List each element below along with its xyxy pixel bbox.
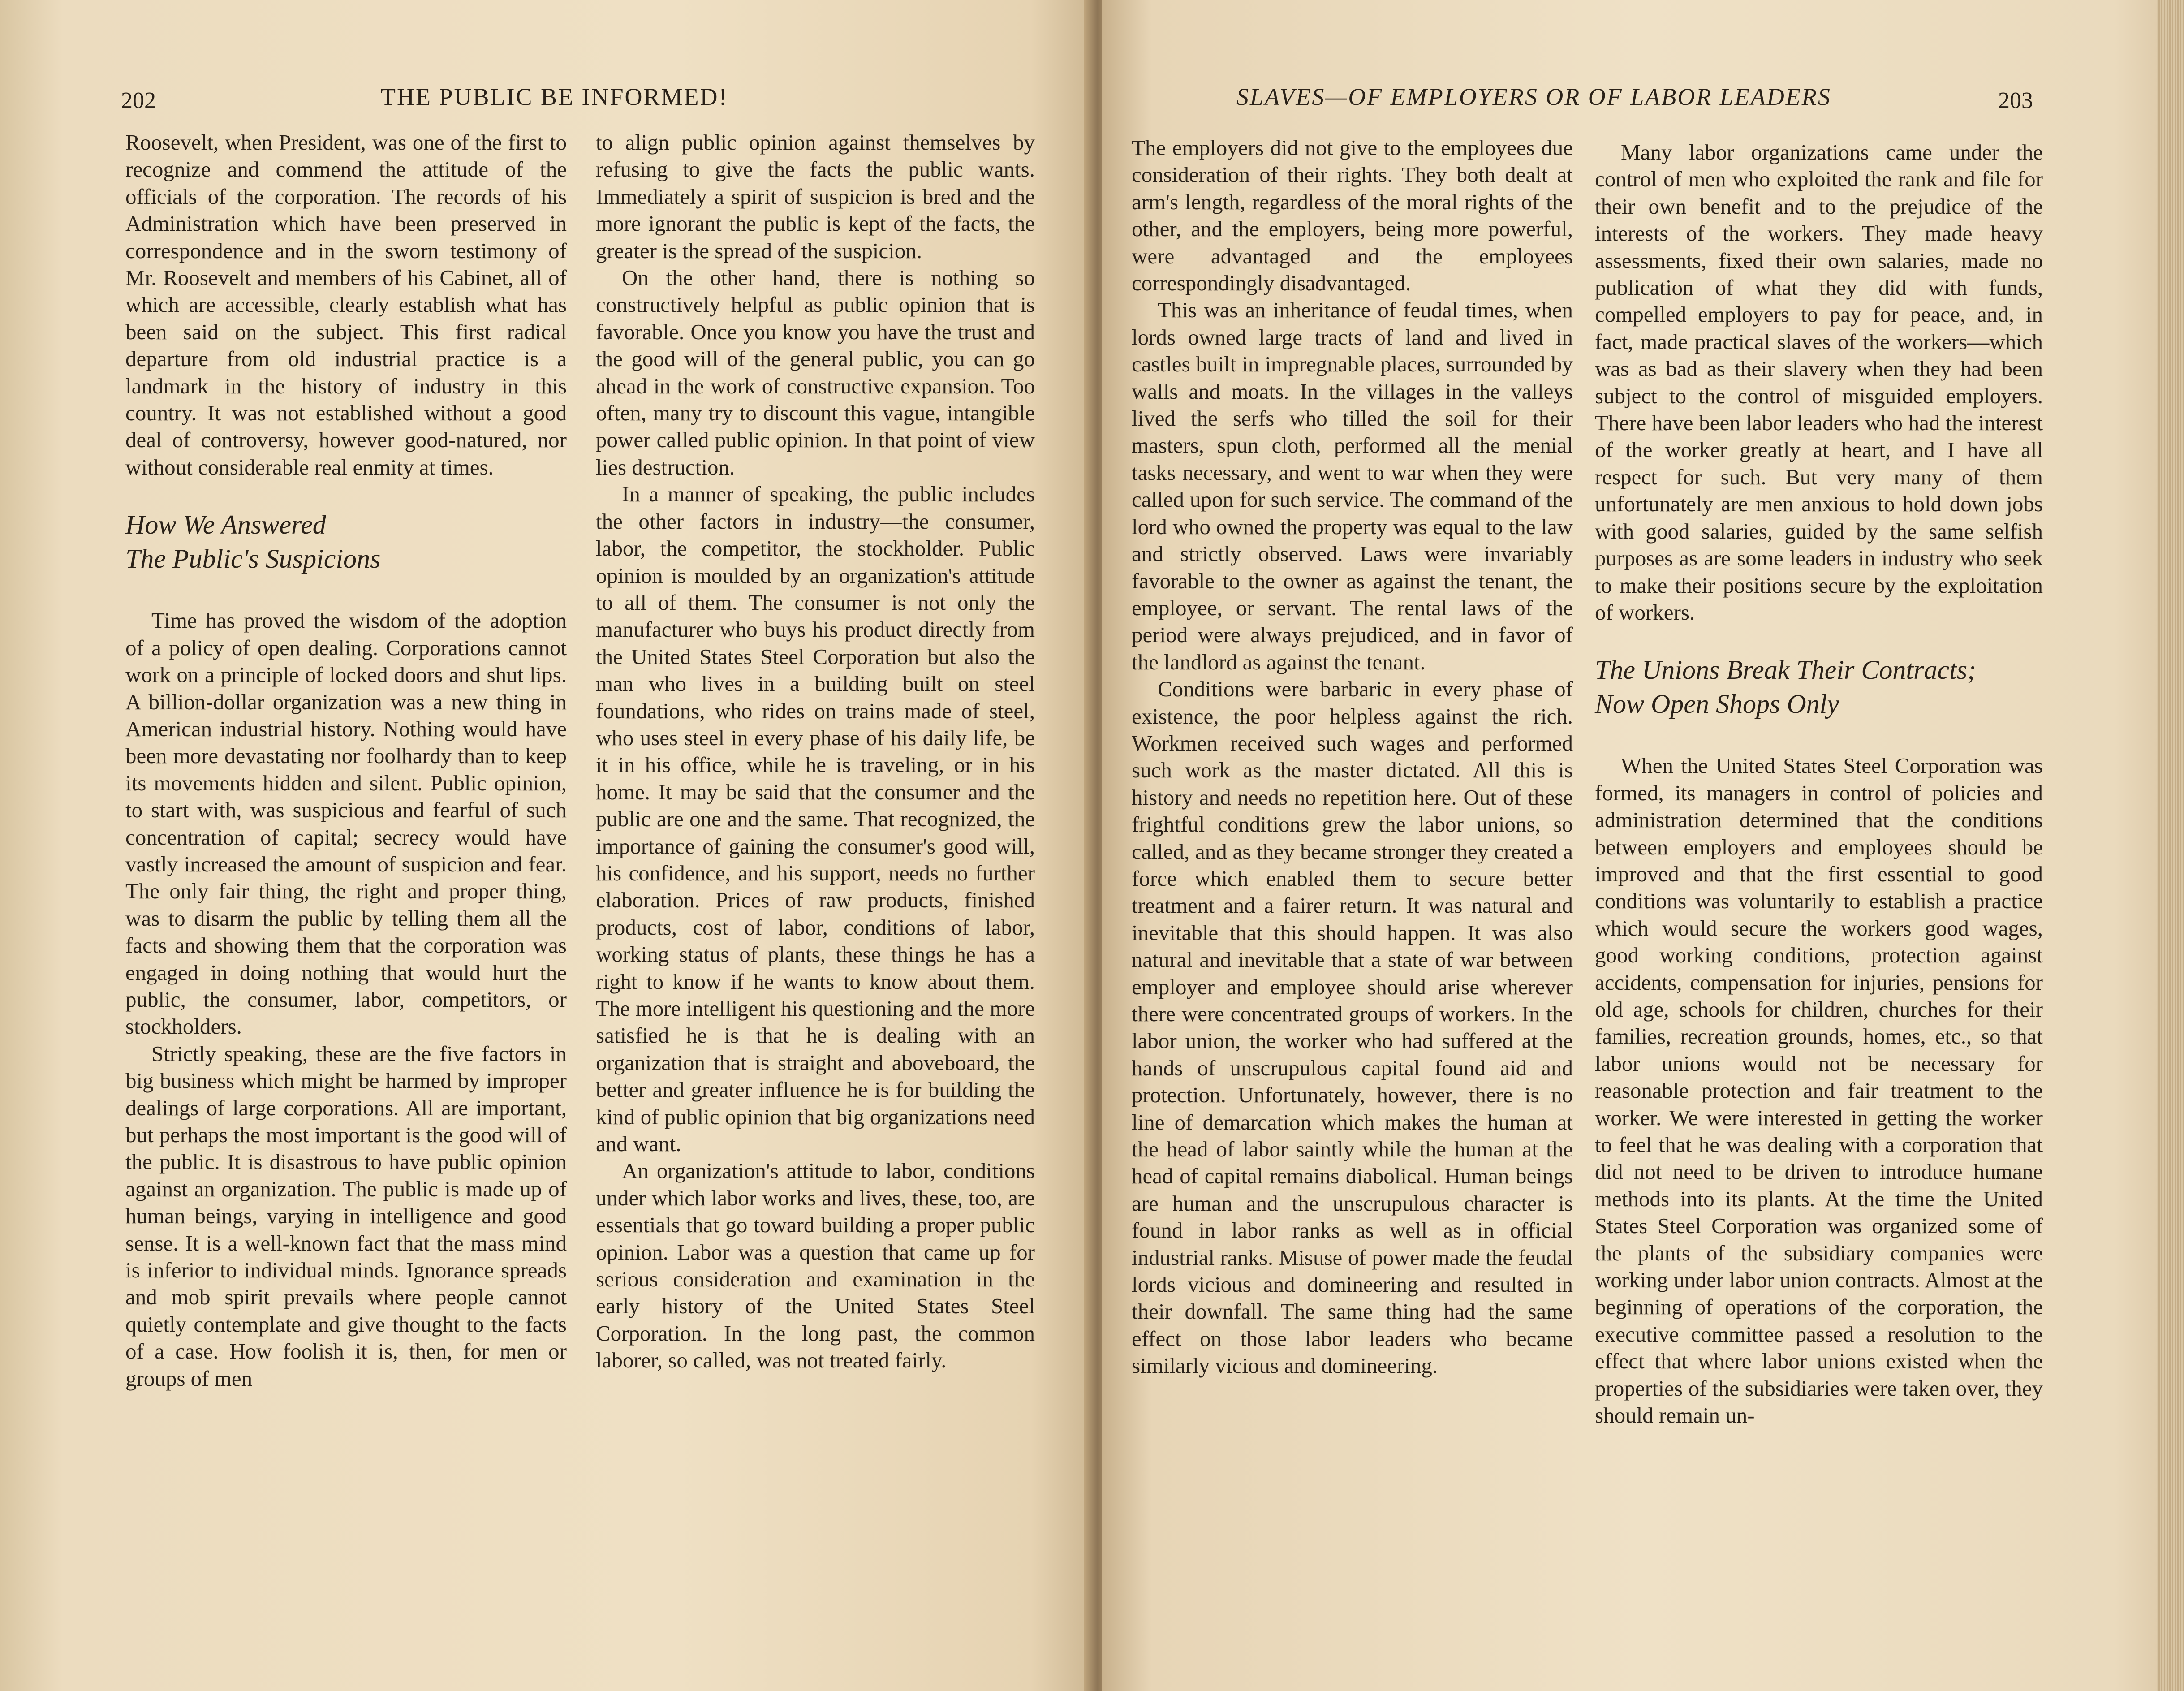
- subheading: [1595, 653, 2043, 721]
- subheading: [125, 508, 567, 576]
- page-edges: [2157, 0, 2184, 1691]
- subheading-line: The Public's Suspicions: [125, 544, 381, 574]
- left-page-column-1: [125, 129, 567, 1392]
- paragraph: When the United States Steel Corporation was formed, its managers in control of policies and administration determined that the conditions between employers and employees should be improved and that the first essential to good conditions was voluntarily to establish a practice which would secure the workers good wages, good working conditions, protection against accidents, compensation for injuries, pensions for old age, schools for children, churches for their families, recreation grounds, homes, etc., so that labor unions would not be necessary for reasonable protection and fair treatment to the worker. We were interested in getting the worker to feel that he was dealing with a corporation that did not need to be driven to introduce humane methods into its plants. At the time the United States Steel Corporation was organized some of the plants of the subsidiary companies were working under labor union contracts. Almost at the beginning of operations of the corporation, the executive committee passed a resolution to the effect that where labor unions existed when the properties of the subsidiaries were taken over, they should remain un-: [1595, 753, 2043, 1428]
- left-page-column-2: [596, 129, 1035, 1374]
- subheading-line: How We Answered: [125, 510, 326, 540]
- paragraph: On the other hand, there is nothing so constructively helpful as public opinion that is favorable. Once you know you have the trust and the good will of the general public, you can go ahead in the work of constructive expansion. Too often, many try to discount this vague, intangible power called public opinion. In that point of view lies destruction.: [596, 265, 1035, 479]
- right-page: [1102, 0, 2184, 1691]
- right-page-column-1: [1132, 134, 1573, 1380]
- page-number: 203: [1998, 88, 2033, 113]
- paragraph: An organization's attitude to labor, conditions under which labor works and lives, these, too, are essentials that go toward building a proper public opinion. Labor was a question that came up for serious consideration and examination in the early history of the United States Steel Corporation. In the long past, the common laborer, so called, was not treated fairly.: [596, 1158, 1035, 1373]
- paragraph: Many labor organizations came under the control of men who exploited the rank and file for their own benefit and to the prejudice of the interests of the workers. They made heavy assessments, fixed their own salaries, made no publication of what they did with funds, compelled employers to pay for peace, and, in fact, made practical slaves of the workers—which was as bad as their slavery when they had been subject to the control of misguided employers. There have been labor leaders who had the interest of the worker greatly at heart, and I have all respect for such. But very many of them unfortunately are men anxious to hold down jobs with good salaries, guided by the same selfish purposes as are some leaders in industry who seek to make their positions secure by the exploitation of workers.: [1595, 140, 2043, 625]
- paragraph: to align public opinion against themselves by refusing to give the facts the public wants. Immediately a spirit of suspicion is bred and the more ignorant the public is kept of the facts, the greater is the spread of the suspicion.: [596, 130, 1035, 263]
- subheading-line: Now Open Shops Only: [1595, 689, 1839, 719]
- paragraph: The employers did not give to the employees due consideration of their rights. They both dealt at arm's length, regardless of the moral rights of the other, and the employers, being more powerful, were advantaged and the employees correspondingly disadvantaged.: [1132, 135, 1573, 296]
- paragraph: In a manner of speaking, the public includes the other factors in industry—the consumer, labor, the competitor, the stockholder. Public opinion is moulded by an organization's attitude to all of them. The consumer is not only the manufacturer who buys his product directly from the United States Steel Corporation but also the man who lives in a building built on steel foundations, who rides on trains made of steel, who uses steel in every phase of his daily life, be it in his office, while he is traveling, or in his home. It may be said that the consumer and the public are one and the same. That recognized, the importance of gaining the consumer's good will, his confidence, and his support, needs no further elaboration. Prices of raw products, finished products, cost of labor, conditions of labor, working status of plants, these things he has a right to know if he wants to know about them. The more intelligent his questioning and the more satisfied he is that he is dealing with an organization that is straight and aboveboard, the better and greater influence he is for building the kind of public opinion that big organizations need and want.: [596, 482, 1035, 1156]
- paragraph: Roosevelt, when President, was one of the first to recognize and commend the attitude of the officials of the corporation. The records of his Administration which have been preserved in correspondence and in the sworn testimony of Mr. Roosevelt and members of his Cabinet, all of which are accessible, clearly establish what has been said on the subject. This first radical departure from old industrial practice is a landmark in the history of industry in this country. It was not established without a good deal of controversy, however good-natured, nor without considerable real enmity at times.: [125, 130, 567, 479]
- paragraph: Time has proved the wisdom of the adoption of a policy of open dealing. Corporations cannot work on a principle of locked doors and shut lips. A billion-dollar organization was a new thing in American industrial history. Nothing would have been more devastating nor foolhardy than to keep its movements hidden and silent. Public opinion, to start with, was suspicious and fearful of such concentration of capital; secrecy would have vastly increased the amount of suspicion and fear. The only fair thing, the right and proper thing, was to disarm the public by telling them all the facts and showing them that the corporation was engaged in doing nothing that would hurt the public, the consumer, labor, competitors, or stockholders.: [125, 608, 567, 1039]
- paragraph: This was an inheritance of feudal times, when lords owned large tracts of land and lived in castles built in impregnable places, surrounded by walls and moats. In the villages in the valleys lived the serfs who tilled the soil for their masters, spun cloth, performed all the menial tasks necessary, and went to war when they were called upon for such service. The command of the lord who owned the property was equal to the law and strictly observed. Laws were invariably favorable to the owner as against the tenant, the employee, or servant. The rental laws of the period were always prejudiced, and in favor of the landlord as against the tenant.: [1132, 298, 1573, 674]
- subheading-line: The Unions Break Their Contracts;: [1595, 655, 1977, 685]
- paragraph: Conditions were barbaric in every phase of existence, the poor helpless against the rich. Workmen received such wages and performed such work as the master dictated. All this is history and needs no repetition here. Out of these frightful conditions grew the labor unions, so called, and as they became stronger they created a force which enabled them to secure better treatment and a fairer return. It was natural and inevitable that this should happen. It was also natural and inevitable that a state of war between employer and employee should arise wherever there were concentrated groups of workers. In the labor union, the worker who had suffered at the hands of unscrupulous capital found aid and protection. Unfortunately, however, there is no line of demarcation which makes the human at the head of labor saintly while the human at the head of capital remains diabolical. Human beings are human and the unscrupulous character is found in labor ranks as well as in official industrial ranks. Misuse of power made the feudal lords vicious and domineering and resulted in their downfall. The same thing had the same effect on those labor leaders who became similarly vicious and domineering.: [1132, 677, 1573, 1378]
- page-number: 202: [121, 88, 156, 113]
- running-head: THE PUBLIC BE INFORMED!: [381, 83, 728, 110]
- running-head: SLAVES—OF EMPLOYERS OR OF LABOR LEADERS: [1236, 83, 1831, 110]
- right-page-column-2: [1595, 139, 2043, 1429]
- paragraph: Strictly speaking, these are the five factors in big business which might be harmed by improper dealings of large corporations. All are important, but perhaps the most important is the good will of the public. It is disastrous to have public opinion against an organization. The public is made up of human beings, varying in intelligence and good sense. It is a well-known fact that the mass mind is inferior to individual minds. Ignorance spreads and mob spirit prevails where people cannot quietly contemplate and give thought to the facts of a case. How foolish it is, then, for men or groups of men: [125, 1041, 567, 1391]
